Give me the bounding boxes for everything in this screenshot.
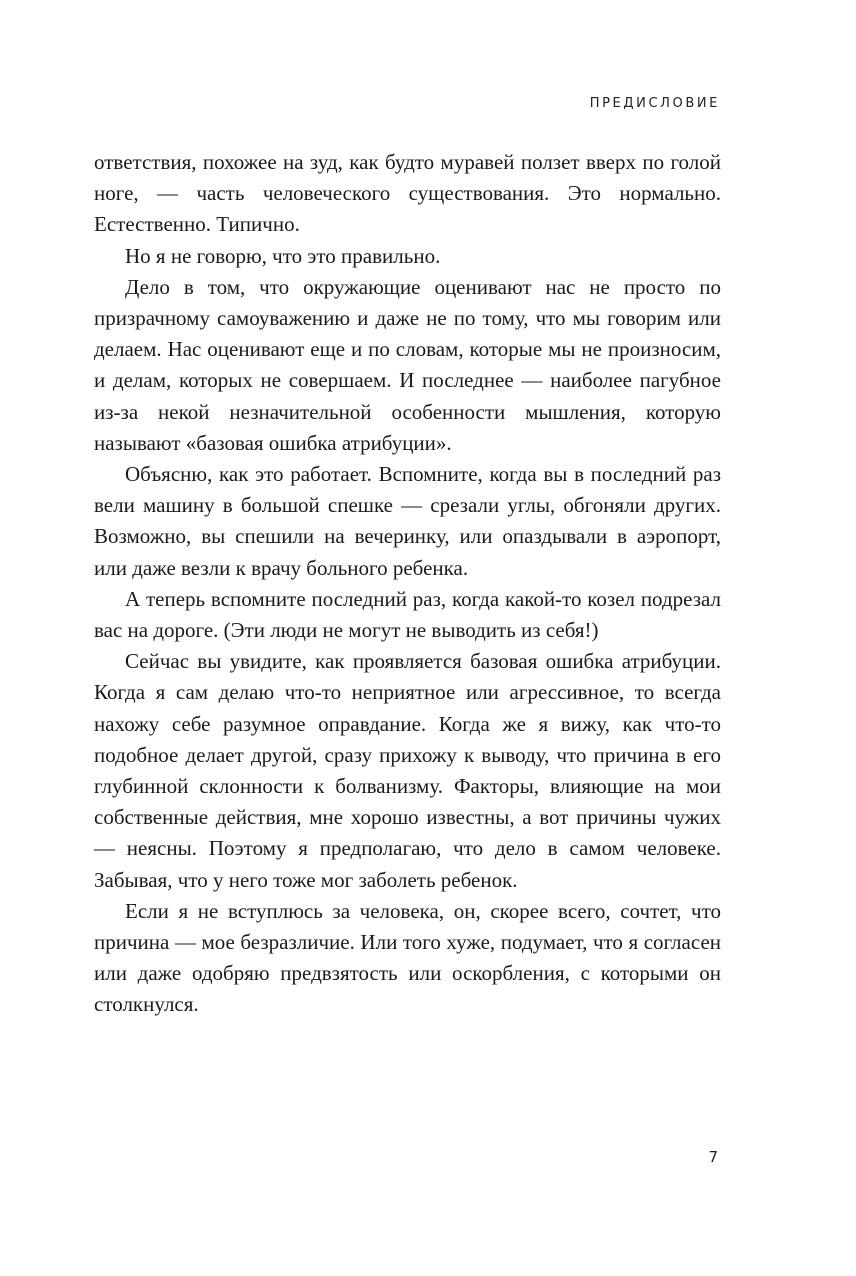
paragraph: А теперь вспомните последний раз, когда какой-то козел подрезал вас на дороге. (Эти люди не могут не выводить из себя!) <box>94 586 721 643</box>
paragraph: Если я не вступлюсь за человека, он, скорее всего, сочтет, что причина — мое безразличие. Или того хуже, подумает, что я согласен или даже одобряю предвзятость или оскорбления, с которыми он столкнулся. <box>94 898 721 1017</box>
paragraph: Но я не говорю, что это правильно. <box>125 243 441 268</box>
paragraph: ответствия, похожее на зуд, как будто муравей ползет вверх по голой ноге, — часть человеческого существования. Это нормально. Естественно. Типично. <box>94 150 721 237</box>
paragraph: Сейчас вы увидите, как проявляется базовая ошибка атрибуции. Когда я сам делаю что-то неприятное или агрессивное, то всегда нахожу себе разумное оправдание. Когда же я вижу, как что-то подобное делает другой, сразу прихожу к выводу, что причина в его глубинной склонности к болванизму. Факторы, влияющие на мои собственные действия, мне хорошо известны, а вот причины чужих — неясны. Поэтому я предполагаю, что дело в самом человеке. Забывая, что у него тоже мог заболеть ребенок. <box>94 649 721 892</box>
paragraph: Объясню, как это работает. Вспомните, когда вы в последний раз вели машину в большой спешке — срезали углы, обгоняли других. Возможно, вы спешили на вечеринку, или опаздывали в аэропорт, или даже везли к врачу больного ребенка. <box>94 462 721 580</box>
body-text <box>94 147 721 1021</box>
page-number: 7 <box>708 1148 718 1166</box>
paragraph: Дело в том, что окружающие оценивают нас не просто по призрачному самоуважению и даже не по тому, что мы говорим или делаем. Нас оценивают еще и по словам, которые мы не произносим, и делам, которых не совершаем. И последнее — наиболее пагубное из-за некой незначительной особенности мышления, которую называют «базовая ошибка атрибуции». <box>94 274 721 455</box>
running-head-title: ПРЕДИСЛОВИЕ <box>589 96 720 111</box>
